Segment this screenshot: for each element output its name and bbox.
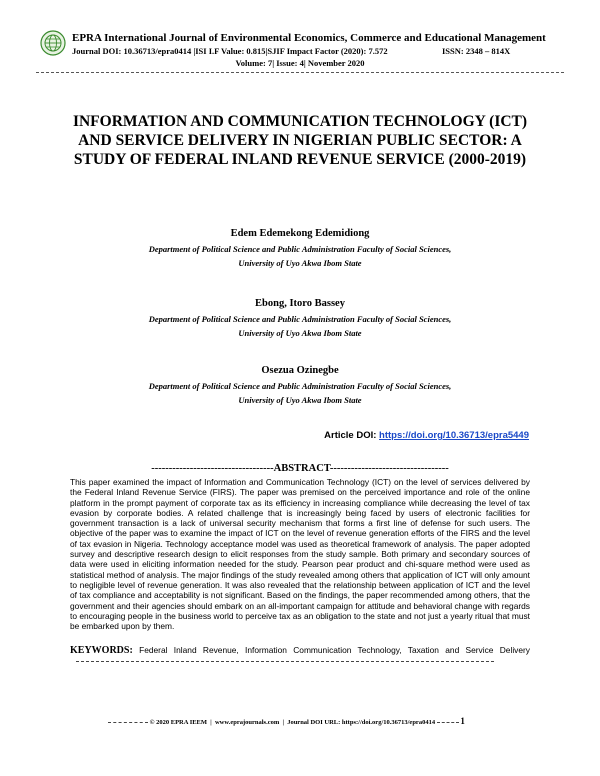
article-doi	[324, 430, 529, 441]
author-department: Department of Political Science and Public Administration Faculty of Social Sciences,	[148, 381, 452, 391]
journal-title: EPRA International Journal of Environmental Economics, Commerce and Educational Management	[72, 32, 546, 44]
author-name: Ebong, Itoro Bassey	[255, 298, 345, 309]
paper-title: INFORMATION AND COMMUNICATION TECHNOLOGY (ICT) AND SERVICE DELIVERY IN NIGERIAN PUBLIC SECTOR: A STUDY OF FEDERAL INLAND REVENUE SERVICE (2000-2019)	[72, 113, 528, 168]
header-divider	[36, 72, 564, 73]
author-affiliation	[100, 242, 500, 270]
page-footer	[108, 716, 532, 726]
journal-issn: ISSN: 2348 – 814X	[442, 46, 511, 56]
page-number: 1	[460, 716, 465, 726]
abstract-body: This paper examined the impact of Information and Communication Technology (ICT) on the level of services delivered by the Federal Inland Revenue Service (FIRS). The paper was premised on the perceived importance and role of the online platform in the prompt payment of corporate tax as its efficiency in increasing compliance while decreasing the level of tax evasion by corporate bodies. A related challenge that is increasingly being faced by users of electronic facilities for government transaction is a lack of universal security mechanism that forms a first line of defense for such users. The objective of the paper was to examine the impact of ICT on the level of revenue generation efforts of the FIRS and the level of tax evasion in Nigeria. Technology acceptance model was used as theoretical framework of analysis. The paper adopted survey and descriptive research design to elicit responses from the study sample. Both primary and secondary sources of data were used in eliciting information needed for the study. Pearson pear product and chi-square method were used as statistical method of analysis. The major findings of the study revealed among others that application of ICT will only amount to negligible level of revenue generation. It was also revealed that the relationship between application of ICT and the level of tax compliance and acceptability is not significant. Based on the findings, the paper recommended among others, that the government and their agencies should embark on an all-important campaign for attitude and behavioral change with regards to encouraging people in the business world to perceive tax as an obligation to the state and not just a yearly ritual that must be embarked upon by them.	[70, 477, 530, 632]
footer-copyright: © 2020 EPRA IEEM	[149, 719, 208, 726]
footer-website[interactable]: www.eprajournals.com	[214, 719, 280, 726]
author-name: Osezua Ozinegbe	[261, 365, 339, 376]
author-university: University of Uyo Akwa Ibom State	[238, 258, 362, 268]
footer-separator: |	[210, 719, 212, 726]
journal-volume-line: Volume: 7| Issue: 4| November 2020	[235, 58, 365, 68]
author-block	[100, 365, 500, 407]
footer-journal-doi-url[interactable]: Journal DOI URL: https://doi.org/10.36713/epra0414	[287, 719, 436, 726]
author-affiliation	[100, 312, 500, 340]
author-block	[100, 298, 500, 340]
footer-separator: |	[282, 719, 284, 726]
author-affiliation	[100, 379, 500, 407]
keywords-text: Federal Inland Revenue, Information Communication Technology, Taxation and Service Delivery	[139, 645, 530, 655]
footer-dash-right	[437, 722, 459, 723]
author-university: University of Uyo Akwa Ibom State	[238, 328, 362, 338]
author-department: Department of Political Science and Public Administration Faculty of Social Sciences,	[148, 314, 452, 324]
keywords-divider	[76, 661, 494, 662]
abstract-heading: -----------------------------------ABSTRACT----------------------------------	[151, 463, 449, 474]
author-department: Department of Political Science and Public Administration Faculty of Social Sciences,	[148, 244, 452, 254]
journal-doi-line: Journal DOI: 10.36713/epra0414 |ISI I.F Value: 0.815|SJIF Impact Factor (2020): 7.572	[72, 46, 388, 56]
author-university: University of Uyo Akwa Ibom State	[238, 395, 362, 405]
footer-dash-left	[108, 722, 148, 723]
epra-globe-logo-icon	[40, 30, 66, 56]
author-block	[100, 228, 500, 270]
author-name: Edem Edemekong Edemidiong	[230, 228, 370, 239]
article-doi-link[interactable]: https://doi.org/10.36713/epra5449	[379, 430, 529, 441]
keywords-label: KEYWORDS:	[70, 645, 133, 656]
keywords-block	[70, 645, 530, 667]
article-doi-label: Article DOI:	[324, 430, 377, 441]
